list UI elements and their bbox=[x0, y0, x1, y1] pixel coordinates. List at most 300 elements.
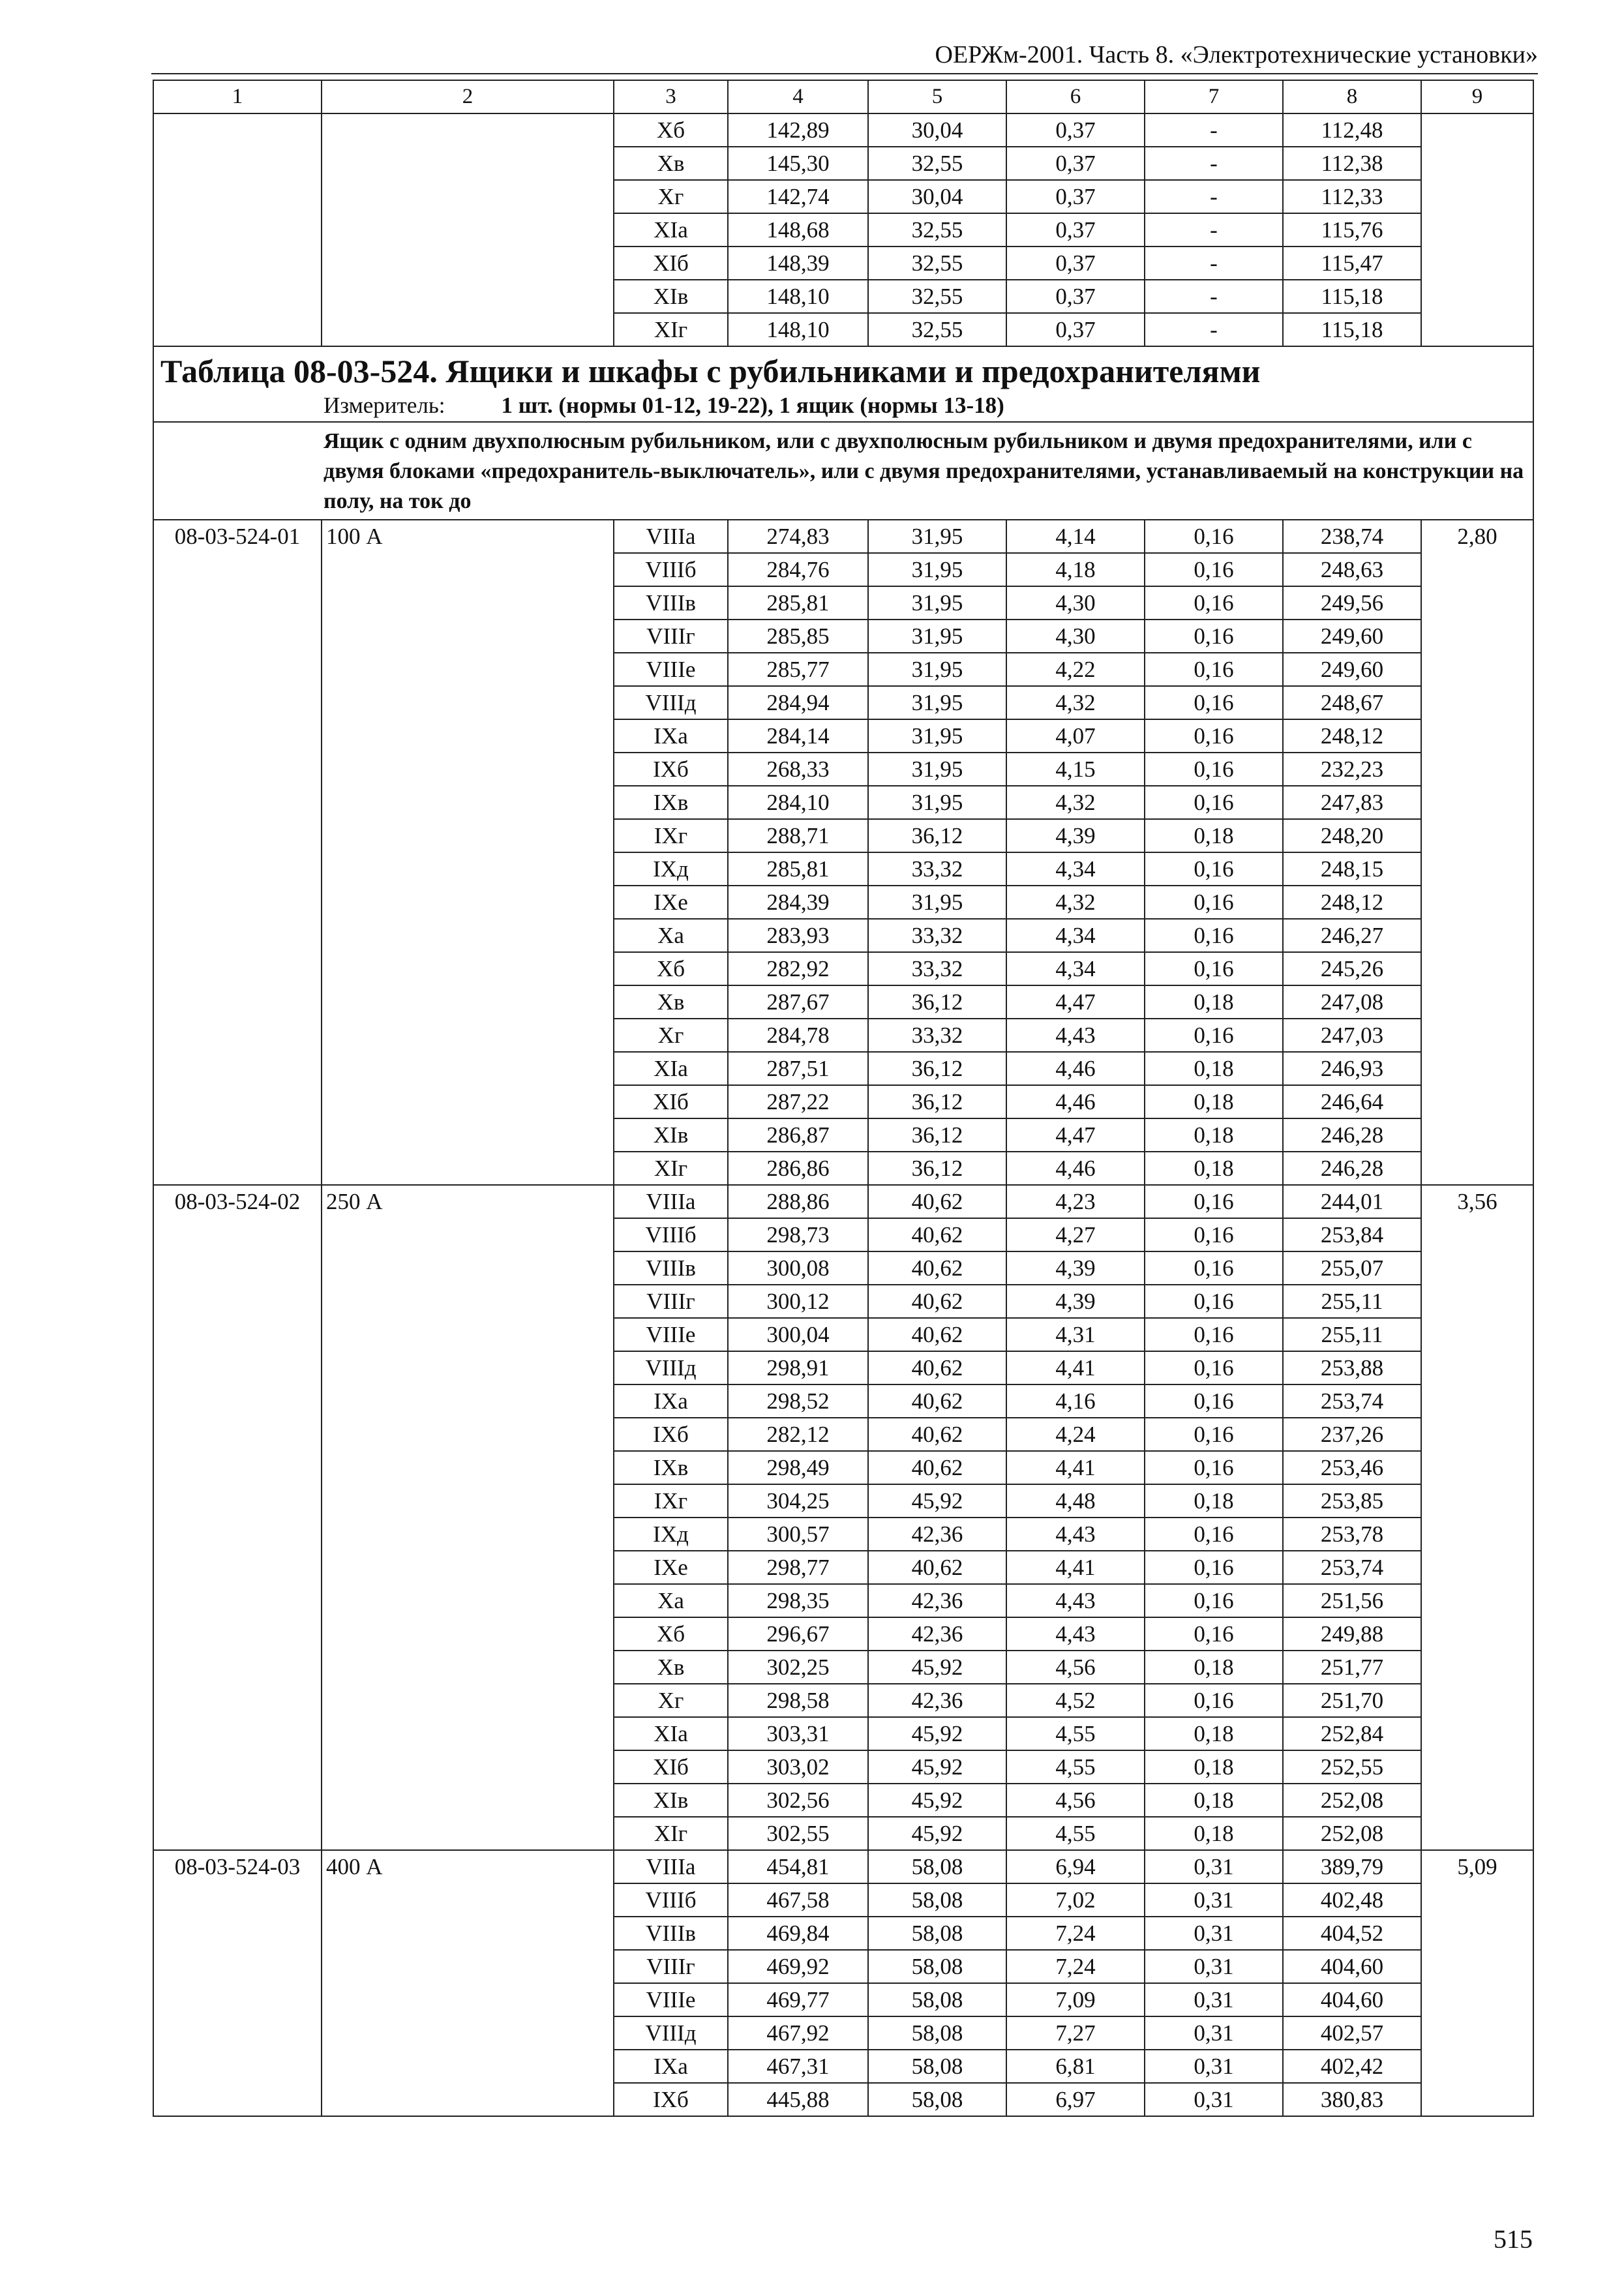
name-cell bbox=[322, 2016, 614, 2050]
name-cell bbox=[322, 1950, 614, 1983]
value-cell: 0,31 bbox=[1145, 1917, 1283, 1950]
table-row bbox=[153, 1118, 1533, 1152]
value-cell: 284,14 bbox=[728, 719, 868, 753]
code-cell bbox=[153, 1085, 322, 1118]
column-number: 9 bbox=[1421, 80, 1533, 113]
value-cell: 40,62 bbox=[868, 1285, 1006, 1318]
weight-cell bbox=[1421, 586, 1533, 620]
code-cell bbox=[153, 620, 322, 653]
value-cell: 58,08 bbox=[868, 1950, 1006, 1983]
code-cell bbox=[153, 1584, 322, 1617]
value-cell: 467,31 bbox=[728, 2050, 868, 2083]
value-cell: 36,12 bbox=[868, 1052, 1006, 1085]
value-cell: 4,39 bbox=[1006, 1251, 1145, 1285]
weight-cell bbox=[1421, 313, 1533, 346]
value-cell: 285,85 bbox=[728, 620, 868, 653]
code-cell bbox=[153, 247, 322, 280]
table-row bbox=[153, 819, 1533, 852]
zone-cell: IXб bbox=[614, 2083, 728, 2116]
weight-cell bbox=[1421, 1384, 1533, 1418]
value-cell: 303,02 bbox=[728, 1750, 868, 1784]
value-cell: 0,16 bbox=[1145, 1584, 1283, 1617]
value-cell: 4,55 bbox=[1006, 1750, 1145, 1784]
weight-cell bbox=[1421, 819, 1533, 852]
table-row bbox=[153, 1983, 1533, 2016]
zone-cell: XIа bbox=[614, 1717, 728, 1750]
weight-cell bbox=[1421, 1983, 1533, 2016]
zone-cell: XIг bbox=[614, 1817, 728, 1850]
zone-cell: IXг bbox=[614, 819, 728, 852]
value-cell: 58,08 bbox=[868, 1917, 1006, 1950]
weight-cell bbox=[1421, 1750, 1533, 1784]
code-cell bbox=[153, 1218, 322, 1251]
table-row bbox=[153, 213, 1533, 247]
value-cell: 7,24 bbox=[1006, 1917, 1145, 1950]
name-cell bbox=[322, 719, 614, 753]
zone-cell: IXг bbox=[614, 1484, 728, 1518]
code-cell bbox=[153, 819, 322, 852]
value-cell: 0,37 bbox=[1006, 113, 1145, 147]
zone-cell: XIа bbox=[614, 1052, 728, 1085]
code-cell bbox=[153, 1418, 322, 1451]
value-cell: 4,34 bbox=[1006, 852, 1145, 886]
value-cell: 4,43 bbox=[1006, 1584, 1145, 1617]
zone-cell: VIIIд bbox=[614, 2016, 728, 2050]
weight-cell bbox=[1421, 1717, 1533, 1750]
value-cell: 252,84 bbox=[1283, 1717, 1421, 1750]
value-cell: 4,46 bbox=[1006, 1152, 1145, 1185]
zone-cell: IXе bbox=[614, 1551, 728, 1584]
weight-cell bbox=[1421, 147, 1533, 180]
weight-cell bbox=[1421, 213, 1533, 247]
value-cell: 4,34 bbox=[1006, 952, 1145, 985]
value-cell: 0,31 bbox=[1145, 2016, 1283, 2050]
zone-cell: Xа bbox=[614, 1584, 728, 1617]
zone-cell: VIIIа bbox=[614, 1850, 728, 1883]
value-cell: 302,55 bbox=[728, 1817, 868, 1850]
name-cell bbox=[322, 247, 614, 280]
value-cell: - bbox=[1145, 247, 1283, 280]
value-cell: 285,77 bbox=[728, 653, 868, 686]
value-cell: 298,35 bbox=[728, 1584, 868, 1617]
value-cell: 45,92 bbox=[868, 1750, 1006, 1784]
zone-cell: VIIIе bbox=[614, 1318, 728, 1351]
table-row bbox=[153, 586, 1533, 620]
value-cell: 4,47 bbox=[1006, 985, 1145, 1019]
value-cell: 0,18 bbox=[1145, 1651, 1283, 1684]
value-cell: 249,60 bbox=[1283, 620, 1421, 653]
name-cell bbox=[322, 1019, 614, 1052]
code-cell bbox=[153, 1152, 322, 1185]
value-cell: 4,43 bbox=[1006, 1019, 1145, 1052]
table-row bbox=[153, 113, 1533, 147]
table-row bbox=[153, 247, 1533, 280]
name-cell bbox=[322, 1285, 614, 1318]
value-cell: 253,46 bbox=[1283, 1451, 1421, 1484]
value-cell: 0,18 bbox=[1145, 985, 1283, 1019]
table-row bbox=[153, 1351, 1533, 1384]
value-cell: 32,55 bbox=[868, 280, 1006, 313]
value-cell: 0,16 bbox=[1145, 952, 1283, 985]
value-cell: 4,30 bbox=[1006, 620, 1145, 653]
value-cell: 45,92 bbox=[868, 1817, 1006, 1850]
value-cell: 4,32 bbox=[1006, 686, 1145, 719]
name-cell bbox=[322, 1085, 614, 1118]
weight-cell bbox=[1421, 1285, 1533, 1318]
value-cell: 0,16 bbox=[1145, 520, 1283, 553]
name-cell bbox=[322, 1883, 614, 1917]
zone-cell: VIIIб bbox=[614, 553, 728, 586]
value-cell: 45,92 bbox=[868, 1484, 1006, 1518]
zone-cell: XIг bbox=[614, 1152, 728, 1185]
value-cell: 148,68 bbox=[728, 213, 868, 247]
zone-cell: VIIIв bbox=[614, 586, 728, 620]
value-cell: 248,12 bbox=[1283, 886, 1421, 919]
value-cell: 252,55 bbox=[1283, 1750, 1421, 1784]
value-cell: 45,92 bbox=[868, 1717, 1006, 1750]
value-cell: 237,26 bbox=[1283, 1418, 1421, 1451]
code-cell bbox=[153, 2016, 322, 2050]
zone-cell: VIIIг bbox=[614, 1285, 728, 1318]
table-row bbox=[153, 2016, 1533, 2050]
value-cell: 0,18 bbox=[1145, 1717, 1283, 1750]
value-cell: 40,62 bbox=[868, 1218, 1006, 1251]
value-cell: 33,32 bbox=[868, 1019, 1006, 1052]
value-cell: 284,94 bbox=[728, 686, 868, 719]
value-cell: 0,37 bbox=[1006, 313, 1145, 346]
zone-cell: VIIIб bbox=[614, 1218, 728, 1251]
weight-cell bbox=[1421, 1019, 1533, 1052]
value-cell: 112,48 bbox=[1283, 113, 1421, 147]
zone-cell: Xг bbox=[614, 1019, 728, 1052]
value-cell: 246,93 bbox=[1283, 1052, 1421, 1085]
name-cell bbox=[322, 653, 614, 686]
value-cell: 0,18 bbox=[1145, 1484, 1283, 1518]
value-cell: 402,57 bbox=[1283, 2016, 1421, 2050]
name-cell bbox=[322, 1251, 614, 1285]
value-cell: 238,74 bbox=[1283, 520, 1421, 553]
value-cell: 0,16 bbox=[1145, 1518, 1283, 1551]
value-cell: 285,81 bbox=[728, 586, 868, 620]
value-cell: 0,37 bbox=[1006, 213, 1145, 247]
value-cell: 255,11 bbox=[1283, 1285, 1421, 1318]
zone-cell: VIIIе bbox=[614, 1983, 728, 2016]
value-cell: 404,52 bbox=[1283, 1917, 1421, 1950]
name-cell bbox=[322, 620, 614, 653]
value-cell: 4,32 bbox=[1006, 786, 1145, 819]
name-cell bbox=[322, 1651, 614, 1684]
value-cell: 31,95 bbox=[868, 886, 1006, 919]
weight-cell bbox=[1421, 1950, 1533, 1983]
zone-cell: XIв bbox=[614, 1118, 728, 1152]
table-row bbox=[153, 686, 1533, 719]
value-cell: 115,76 bbox=[1283, 213, 1421, 247]
weight-cell bbox=[1421, 1817, 1533, 1850]
table-row bbox=[153, 553, 1533, 586]
value-cell: 302,25 bbox=[728, 1651, 868, 1684]
value-cell: 42,36 bbox=[868, 1684, 1006, 1717]
value-cell: 0,18 bbox=[1145, 1817, 1283, 1850]
value-cell: 32,55 bbox=[868, 147, 1006, 180]
code-cell bbox=[153, 280, 322, 313]
value-cell: 287,22 bbox=[728, 1085, 868, 1118]
value-cell: 4,56 bbox=[1006, 1784, 1145, 1817]
value-cell: 467,58 bbox=[728, 1883, 868, 1917]
value-cell: 0,16 bbox=[1145, 1318, 1283, 1351]
zone-cell: IXа bbox=[614, 2050, 728, 2083]
value-cell: 284,10 bbox=[728, 786, 868, 819]
value-cell: 36,12 bbox=[868, 985, 1006, 1019]
code-cell bbox=[153, 753, 322, 786]
value-cell: 6,97 bbox=[1006, 2083, 1145, 2116]
code-cell bbox=[153, 1052, 322, 1085]
value-cell: 0,16 bbox=[1145, 1384, 1283, 1418]
value-cell: 248,63 bbox=[1283, 553, 1421, 586]
zone-cell: XIг bbox=[614, 313, 728, 346]
value-cell: 31,95 bbox=[868, 686, 1006, 719]
value-cell: 0,16 bbox=[1145, 553, 1283, 586]
table-title-cell bbox=[153, 346, 1533, 422]
value-cell: 0,16 bbox=[1145, 852, 1283, 886]
code-cell bbox=[153, 2050, 322, 2083]
value-cell: 0,16 bbox=[1145, 653, 1283, 686]
value-cell: - bbox=[1145, 180, 1283, 213]
name-cell bbox=[322, 1484, 614, 1518]
code-cell bbox=[153, 213, 322, 247]
weight-cell bbox=[1421, 2083, 1533, 2116]
table-row bbox=[153, 1817, 1533, 1850]
name-cell bbox=[322, 1351, 614, 1384]
value-cell: 0,31 bbox=[1145, 1850, 1283, 1883]
value-cell: 4,43 bbox=[1006, 1518, 1145, 1551]
code-cell bbox=[153, 1484, 322, 1518]
weight-cell bbox=[1421, 919, 1533, 952]
weight-cell bbox=[1421, 280, 1533, 313]
name-cell bbox=[322, 1451, 614, 1484]
table-row bbox=[153, 1883, 1533, 1917]
weight-cell bbox=[1421, 686, 1533, 719]
weight-cell bbox=[1421, 1617, 1533, 1651]
name-cell bbox=[322, 113, 614, 147]
name-cell bbox=[322, 313, 614, 346]
value-cell: 4,32 bbox=[1006, 886, 1145, 919]
value-cell: 296,67 bbox=[728, 1617, 868, 1651]
zone-cell: XIв bbox=[614, 1784, 728, 1817]
code-cell: 08-03-524-03 bbox=[153, 1850, 322, 1883]
weight-cell bbox=[1421, 553, 1533, 586]
value-cell: 58,08 bbox=[868, 2083, 1006, 2116]
value-cell: 244,01 bbox=[1283, 1185, 1421, 1218]
value-cell: 298,73 bbox=[728, 1218, 868, 1251]
name-cell bbox=[322, 985, 614, 1019]
table-row bbox=[153, 985, 1533, 1019]
value-cell: 302,56 bbox=[728, 1784, 868, 1817]
value-cell: 304,25 bbox=[728, 1484, 868, 1518]
column-number: 7 bbox=[1145, 80, 1283, 113]
name-cell bbox=[322, 1152, 614, 1185]
table-row bbox=[153, 1152, 1533, 1185]
value-cell: 58,08 bbox=[868, 1850, 1006, 1883]
weight-cell bbox=[1421, 620, 1533, 653]
weight-cell bbox=[1421, 2016, 1533, 2050]
name-cell bbox=[322, 886, 614, 919]
value-cell: 31,95 bbox=[868, 520, 1006, 553]
value-cell: 4,22 bbox=[1006, 653, 1145, 686]
zone-cell: XIб bbox=[614, 1085, 728, 1118]
value-cell: 0,16 bbox=[1145, 1551, 1283, 1584]
weight-cell bbox=[1421, 1418, 1533, 1451]
value-cell: 288,71 bbox=[728, 819, 868, 852]
table-row bbox=[153, 653, 1533, 686]
value-cell: 148,10 bbox=[728, 313, 868, 346]
column-number: 6 bbox=[1006, 80, 1145, 113]
value-cell: 0,31 bbox=[1145, 1983, 1283, 2016]
value-cell: 287,51 bbox=[728, 1052, 868, 1085]
value-cell: 251,77 bbox=[1283, 1651, 1421, 1684]
value-cell: 33,32 bbox=[868, 952, 1006, 985]
measure-label: Измеритель: bbox=[323, 393, 445, 418]
weight-cell bbox=[1421, 247, 1533, 280]
value-cell: 0,37 bbox=[1006, 180, 1145, 213]
code-cell bbox=[153, 1817, 322, 1850]
name-cell bbox=[322, 213, 614, 247]
value-cell: 4,46 bbox=[1006, 1052, 1145, 1085]
weight-cell bbox=[1421, 1218, 1533, 1251]
code-cell bbox=[153, 1285, 322, 1318]
weight-cell bbox=[1421, 1518, 1533, 1551]
name-cell bbox=[322, 686, 614, 719]
value-cell: 300,12 bbox=[728, 1285, 868, 1318]
zone-cell: Xг bbox=[614, 180, 728, 213]
code-cell bbox=[153, 919, 322, 952]
value-cell: 248,20 bbox=[1283, 819, 1421, 852]
value-cell: 469,77 bbox=[728, 1983, 868, 2016]
value-cell: 4,31 bbox=[1006, 1318, 1145, 1351]
value-cell: 0,16 bbox=[1145, 1451, 1283, 1484]
value-cell: 32,55 bbox=[868, 213, 1006, 247]
value-cell: 248,12 bbox=[1283, 719, 1421, 753]
zone-cell: IXб bbox=[614, 753, 728, 786]
value-cell: 0,16 bbox=[1145, 719, 1283, 753]
table-row bbox=[153, 1551, 1533, 1584]
name-cell bbox=[322, 1218, 614, 1251]
table-row bbox=[153, 620, 1533, 653]
zone-cell: VIIIа bbox=[614, 520, 728, 553]
code-cell bbox=[153, 952, 322, 985]
zone-cell: VIIIе bbox=[614, 653, 728, 686]
table-row bbox=[153, 280, 1533, 313]
value-cell: 247,83 bbox=[1283, 786, 1421, 819]
table-row bbox=[153, 1052, 1533, 1085]
value-cell: 0,18 bbox=[1145, 1750, 1283, 1784]
value-cell: 4,16 bbox=[1006, 1384, 1145, 1418]
value-cell: 142,89 bbox=[728, 113, 868, 147]
zone-cell: XIa bbox=[614, 213, 728, 247]
value-cell: 6,81 bbox=[1006, 2050, 1145, 2083]
name-cell bbox=[322, 1983, 614, 2016]
value-cell: 40,62 bbox=[868, 1318, 1006, 1351]
zone-cell: Xв bbox=[614, 1651, 728, 1684]
table-row bbox=[153, 1750, 1533, 1784]
table-row bbox=[153, 1418, 1533, 1451]
value-cell: 32,55 bbox=[868, 313, 1006, 346]
value-cell: 246,28 bbox=[1283, 1118, 1421, 1152]
name-cell bbox=[322, 147, 614, 180]
value-cell: 142,74 bbox=[728, 180, 868, 213]
table-row bbox=[153, 919, 1533, 952]
name-cell bbox=[322, 2050, 614, 2083]
weight-cell bbox=[1421, 1584, 1533, 1617]
weight-cell bbox=[1421, 1152, 1533, 1185]
table-row bbox=[153, 1584, 1533, 1617]
value-cell: 0,18 bbox=[1145, 819, 1283, 852]
weight-cell bbox=[1421, 653, 1533, 686]
name-cell bbox=[322, 919, 614, 952]
value-cell: 298,58 bbox=[728, 1684, 868, 1717]
code-cell bbox=[153, 2083, 322, 2116]
table-row bbox=[153, 1717, 1533, 1750]
name-cell bbox=[322, 786, 614, 819]
table-row bbox=[153, 886, 1533, 919]
value-cell: 36,12 bbox=[868, 1152, 1006, 1185]
value-cell: 40,62 bbox=[868, 1551, 1006, 1584]
name-cell bbox=[322, 1418, 614, 1451]
name-cell bbox=[322, 280, 614, 313]
value-cell: 249,56 bbox=[1283, 586, 1421, 620]
zone-cell: Xа bbox=[614, 919, 728, 952]
code-cell bbox=[153, 686, 322, 719]
weight-cell bbox=[1421, 985, 1533, 1019]
zone-cell: Xб bbox=[614, 113, 728, 147]
value-cell: 36,12 bbox=[868, 1085, 1006, 1118]
value-cell: 32,55 bbox=[868, 247, 1006, 280]
zone-cell: VIIIа bbox=[614, 1185, 728, 1218]
measure-value: 1 шт. (нормы 01-12, 19-22), 1 ящик (нормы 13-18) bbox=[501, 393, 1004, 418]
value-cell: 284,76 bbox=[728, 553, 868, 586]
zone-cell: IXд bbox=[614, 852, 728, 886]
value-cell: 31,95 bbox=[868, 719, 1006, 753]
value-cell: 287,67 bbox=[728, 985, 868, 1019]
value-cell: 284,78 bbox=[728, 1019, 868, 1052]
code-cell bbox=[153, 1717, 322, 1750]
weight-cell bbox=[1421, 1784, 1533, 1817]
table-row bbox=[153, 719, 1533, 753]
weight-cell: 3,56 bbox=[1421, 1185, 1533, 1218]
value-cell: 469,84 bbox=[728, 1917, 868, 1950]
value-cell: 4,56 bbox=[1006, 1651, 1145, 1684]
zone-cell: VIIIв bbox=[614, 1917, 728, 1950]
table-row bbox=[153, 1917, 1533, 1950]
column-number: 8 bbox=[1283, 80, 1421, 113]
value-cell: 0,16 bbox=[1145, 919, 1283, 952]
table-row bbox=[153, 852, 1533, 886]
name-cell bbox=[322, 1750, 614, 1784]
name-cell bbox=[322, 1584, 614, 1617]
table-row bbox=[153, 952, 1533, 985]
value-cell: 58,08 bbox=[868, 2050, 1006, 2083]
value-cell: 36,12 bbox=[868, 819, 1006, 852]
value-cell: 115,18 bbox=[1283, 280, 1421, 313]
weight-cell bbox=[1421, 1684, 1533, 1717]
value-cell: 31,95 bbox=[868, 786, 1006, 819]
value-cell: 7,02 bbox=[1006, 1883, 1145, 1917]
value-cell: 0,16 bbox=[1145, 886, 1283, 919]
value-cell: 4,15 bbox=[1006, 753, 1145, 786]
code-cell bbox=[153, 313, 322, 346]
table-row bbox=[153, 753, 1533, 786]
value-cell: 4,55 bbox=[1006, 1717, 1145, 1750]
code-cell bbox=[153, 1883, 322, 1917]
